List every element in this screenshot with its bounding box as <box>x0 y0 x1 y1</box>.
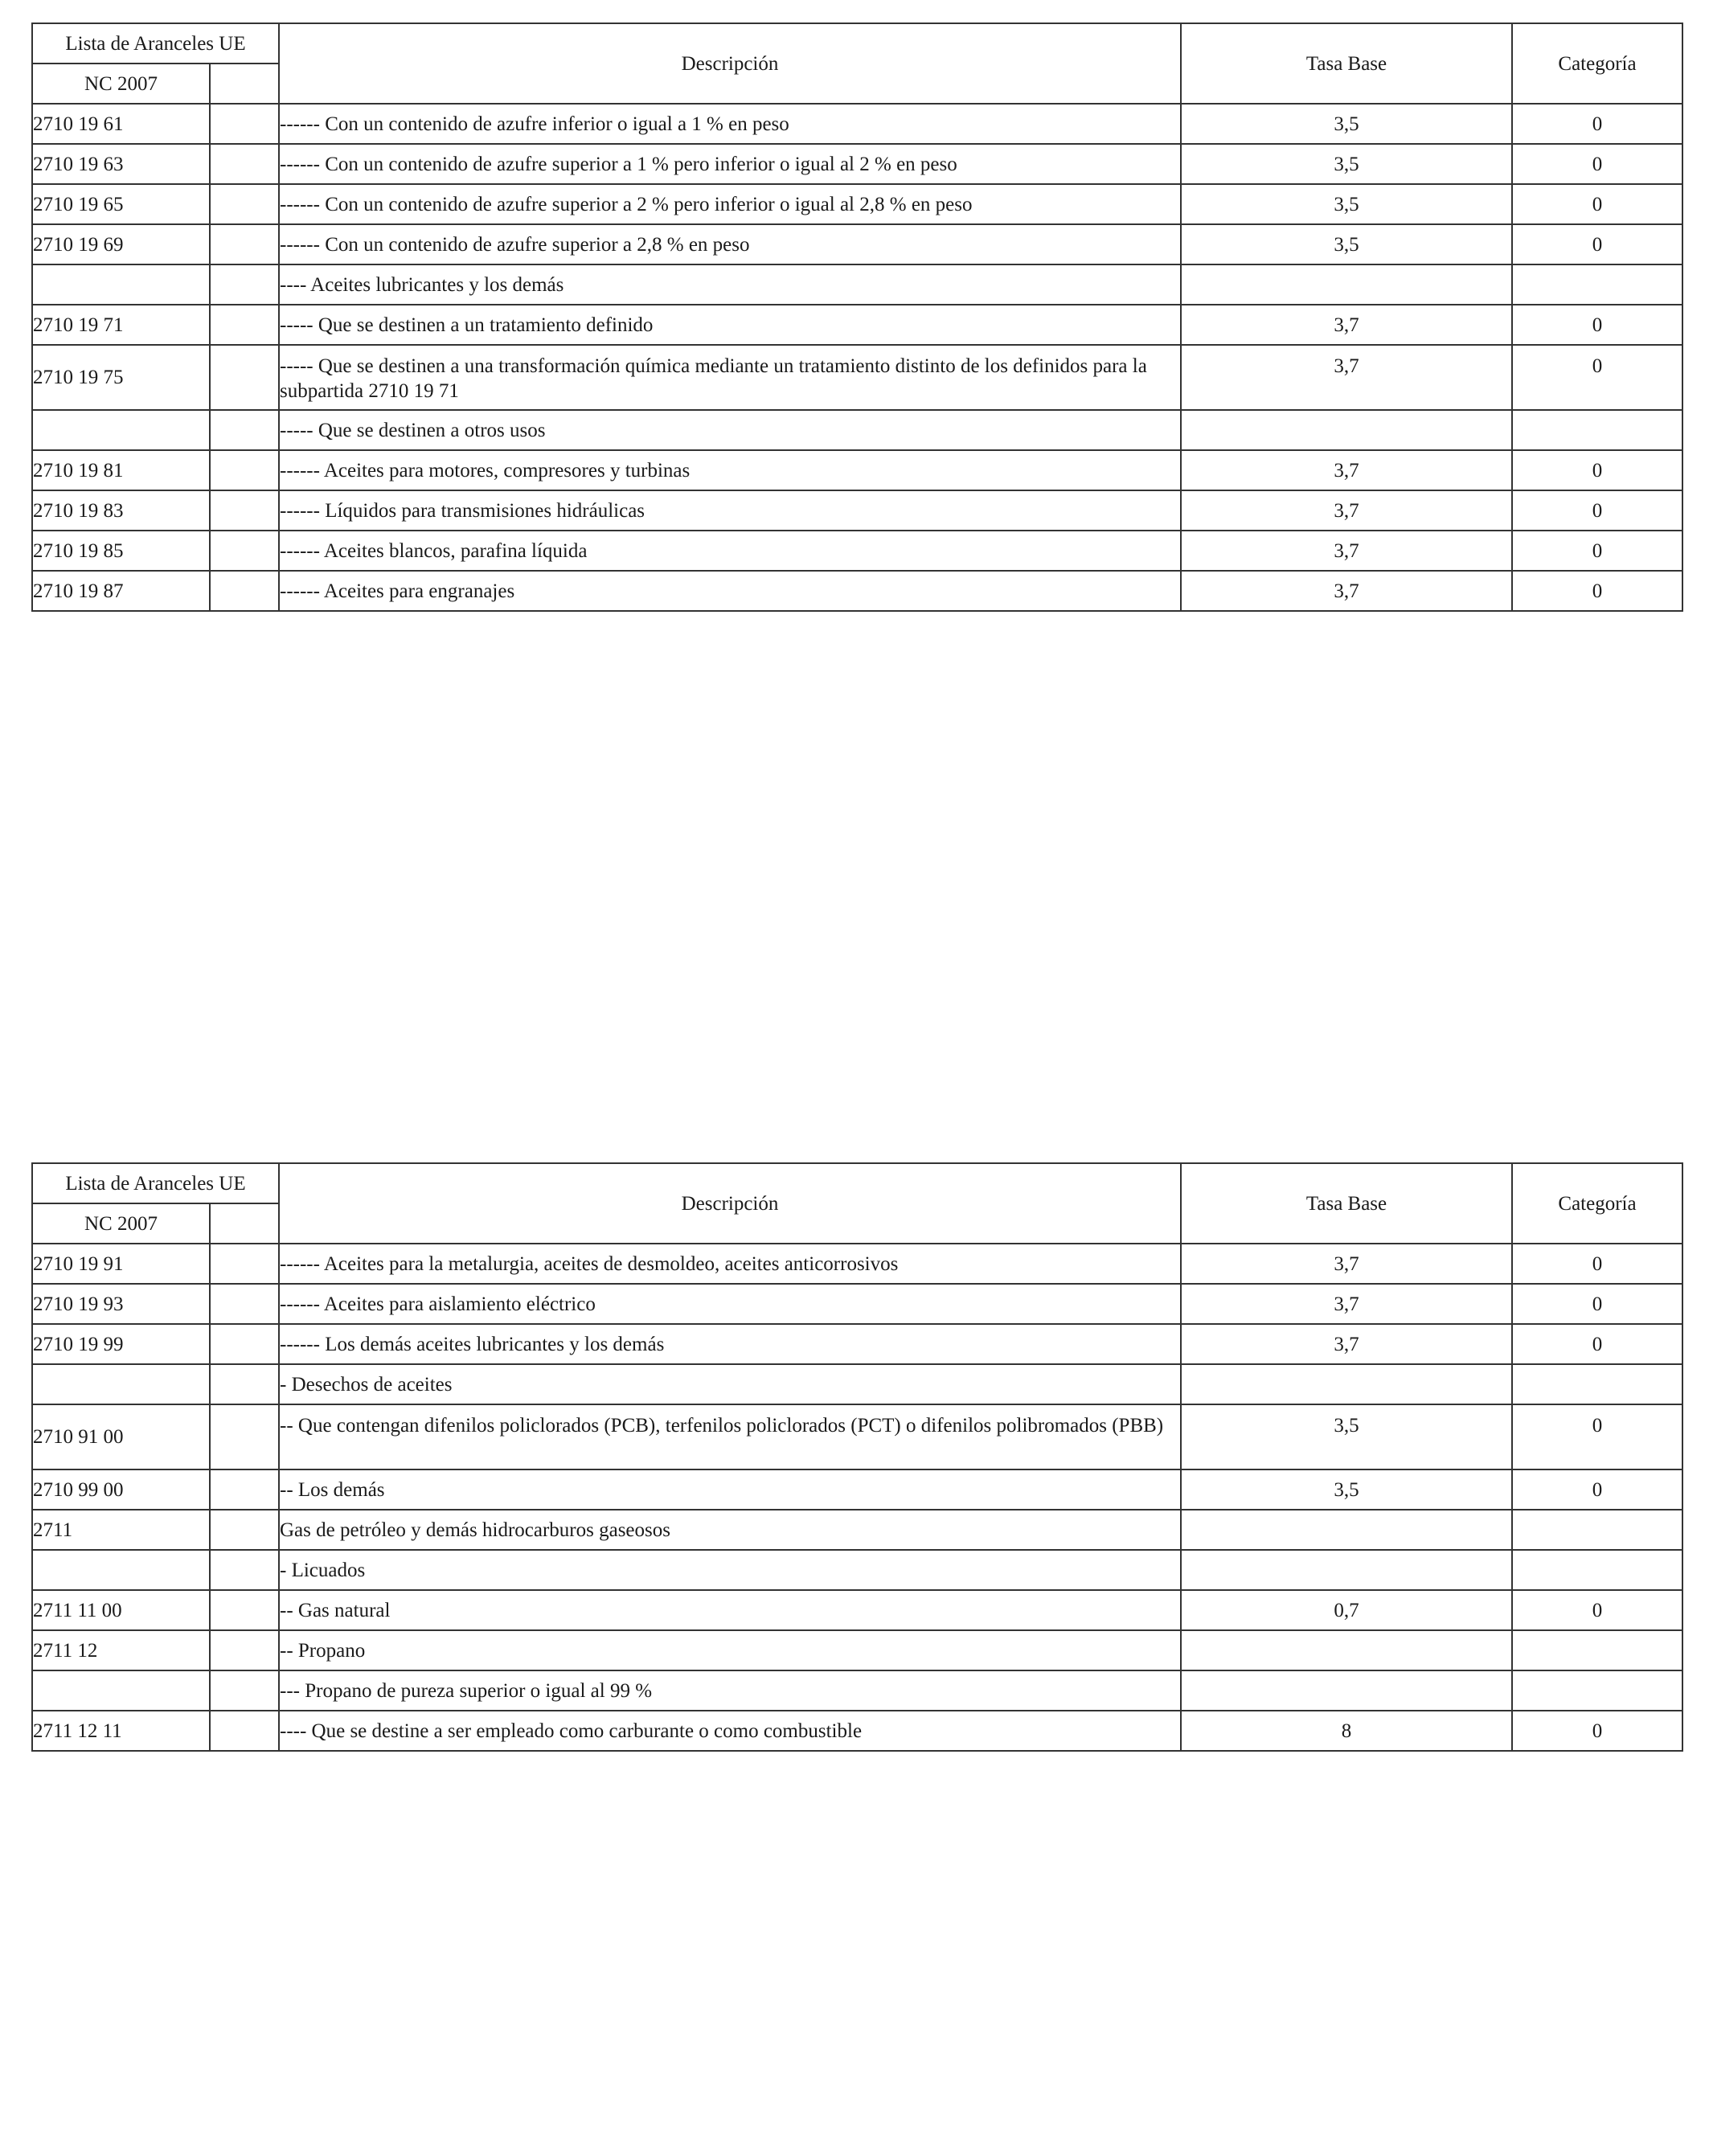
tariff-description: ------ Con un contenido de azufre superior a 2 % pero inferior o igual al 2,8 % en peso <box>279 184 1181 224</box>
tariff-code: 2710 19 69 <box>32 224 210 264</box>
header-lista-aranceles: Lista de Aranceles UE <box>32 1163 279 1203</box>
tariff-code: 2710 19 91 <box>32 1244 210 1284</box>
table-row <box>32 450 1682 490</box>
tariff-description: ------ Aceites para la metalurgia, aceites de desmoldeo, aceites anticorrosivos <box>279 1244 1181 1284</box>
tariff-base-rate: 8 <box>1181 1711 1512 1751</box>
tariff-base-rate <box>1181 1364 1512 1404</box>
tariff-description: ------ Con un contenido de azufre inferior o igual a 1 % en peso <box>279 104 1181 144</box>
tariff-category <box>1512 1670 1682 1711</box>
tariff-base-rate <box>1181 1550 1512 1590</box>
table-row <box>32 184 1682 224</box>
header-descripcion: Descripción <box>279 1163 1181 1244</box>
tariff-category <box>1512 410 1682 450</box>
tariff-blank <box>210 490 279 531</box>
tariff-base-rate: 3,7 <box>1181 571 1512 611</box>
tariff-code: 2710 19 63 <box>32 144 210 184</box>
table-row <box>32 224 1682 264</box>
tariff-blank <box>210 1469 279 1510</box>
table-row <box>32 1590 1682 1630</box>
tariff-code: 2710 19 87 <box>32 571 210 611</box>
tariff-description: -- Gas natural <box>279 1590 1181 1630</box>
tariff-category: 0 <box>1512 345 1682 410</box>
table-row <box>32 305 1682 345</box>
tariff-code: 2710 91 00 <box>32 1404 210 1469</box>
tariff-code: 2710 19 65 <box>32 184 210 224</box>
tariff-base-rate: 3,7 <box>1181 1324 1512 1364</box>
table-row <box>32 144 1682 184</box>
header-nc-blank <box>210 64 279 104</box>
tariff-category: 0 <box>1512 1324 1682 1364</box>
tariff-code: 2711 <box>32 1510 210 1550</box>
tariff-description: ------ Los demás aceites lubricantes y los demás <box>279 1324 1181 1364</box>
header-nc-2007: NC 2007 <box>32 64 210 104</box>
tariff-category: 0 <box>1512 104 1682 144</box>
table-row <box>32 571 1682 611</box>
table-row <box>32 104 1682 144</box>
tariff-blank <box>210 1364 279 1404</box>
tariff-code: 2710 19 75 <box>32 345 210 410</box>
tariff-blank <box>210 1284 279 1324</box>
tariff-description: - Desechos de aceites <box>279 1364 1181 1404</box>
tariff-code: 2711 12 11 <box>32 1711 210 1751</box>
tariff-code: 2710 19 93 <box>32 1284 210 1324</box>
tariff-base-rate: 3,7 <box>1181 1284 1512 1324</box>
tariff-blank <box>210 1324 279 1364</box>
table-row <box>32 1469 1682 1510</box>
table-row <box>32 1364 1682 1404</box>
tariff-blank <box>210 264 279 305</box>
tariff-code <box>32 410 210 450</box>
tariff-description: ------ Aceites para motores, compresores y turbinas <box>279 450 1181 490</box>
tariff-blank <box>210 410 279 450</box>
tariff-base-rate: 3,7 <box>1181 450 1512 490</box>
table-row <box>32 1324 1682 1364</box>
table-row <box>32 531 1682 571</box>
tariff-description: - Licuados <box>279 1550 1181 1590</box>
table-row <box>32 1630 1682 1670</box>
tariff-description: ------ Aceites para aislamiento eléctrico <box>279 1284 1181 1324</box>
tariff-base-rate <box>1181 1630 1512 1670</box>
tariff-category: 0 <box>1512 1590 1682 1630</box>
tariff-blank <box>210 1404 279 1469</box>
tariff-category: 0 <box>1512 490 1682 531</box>
tariff-base-rate: 0,7 <box>1181 1590 1512 1630</box>
tariff-base-rate <box>1181 1670 1512 1711</box>
tariff-category: 0 <box>1512 144 1682 184</box>
tariff-base-rate: 3,7 <box>1181 305 1512 345</box>
tariff-code: 2710 19 85 <box>32 531 210 571</box>
tariff-blank <box>210 450 279 490</box>
tariff-category: 0 <box>1512 450 1682 490</box>
tariff-blank <box>210 184 279 224</box>
tariff-code: 2710 99 00 <box>32 1469 210 1510</box>
table-row <box>32 1670 1682 1711</box>
table-row <box>32 264 1682 305</box>
tariff-blank <box>210 1244 279 1284</box>
tariff-description: ------ Aceites para engranajes <box>279 571 1181 611</box>
tariff-blank <box>210 305 279 345</box>
table-row <box>32 1550 1682 1590</box>
header-nc-blank <box>210 1203 279 1244</box>
tariff-category: 0 <box>1512 1711 1682 1751</box>
table-row <box>32 1711 1682 1751</box>
tariff-description: -- Los demás <box>279 1469 1181 1510</box>
tariff-base-rate: 3,5 <box>1181 104 1512 144</box>
tariff-description: ------ Con un contenido de azufre superior a 2,8 % en peso <box>279 224 1181 264</box>
table-row <box>32 1404 1682 1469</box>
tariff-category: 0 <box>1512 1244 1682 1284</box>
tariff-description: ----- Que se destinen a otros usos <box>279 410 1181 450</box>
tariff-base-rate: 3,5 <box>1181 1404 1512 1469</box>
tariff-description: ------ Líquidos para transmisiones hidráulicas <box>279 490 1181 531</box>
tariff-description: --- Propano de pureza superior o igual al 99 % <box>279 1670 1181 1711</box>
tariff-category: 0 <box>1512 224 1682 264</box>
tariff-blank <box>210 224 279 264</box>
tariff-description: -- Propano <box>279 1630 1181 1670</box>
tariff-description: ---- Aceites lubricantes y los demás <box>279 264 1181 305</box>
tariff-description: Gas de petróleo y demás hidrocarburos gaseosos <box>279 1510 1181 1550</box>
tariff-category: 0 <box>1512 305 1682 345</box>
tariff-code: 2711 11 00 <box>32 1590 210 1630</box>
tariff-code <box>32 264 210 305</box>
tariff-base-rate <box>1181 410 1512 450</box>
tariff-base-rate <box>1181 1510 1512 1550</box>
tariff-blank <box>210 1550 279 1590</box>
tariff-blank <box>210 1590 279 1630</box>
tariff-description: ---- Que se destine a ser empleado como carburante o como combustible <box>279 1711 1181 1751</box>
tariff-base-rate: 3,5 <box>1181 1469 1512 1510</box>
tariff-base-rate: 3,7 <box>1181 490 1512 531</box>
tariff-code: 2710 19 83 <box>32 490 210 531</box>
tariff-table-1 <box>31 23 1683 612</box>
table-row <box>32 410 1682 450</box>
tariff-category: 0 <box>1512 1404 1682 1469</box>
header-categoria: Categoría <box>1512 1163 1682 1244</box>
tariff-category <box>1512 1550 1682 1590</box>
tariff-description: ------ Con un contenido de azufre superior a 1 % pero inferior o igual al 2 % en peso <box>279 144 1181 184</box>
table-row <box>32 1284 1682 1324</box>
tariff-code: 2710 19 71 <box>32 305 210 345</box>
tariff-blank <box>210 144 279 184</box>
tariff-blank <box>210 345 279 410</box>
tariff-blank <box>210 104 279 144</box>
tariff-code <box>32 1364 210 1404</box>
tariff-base-rate: 3,5 <box>1181 224 1512 264</box>
table-row <box>32 490 1682 531</box>
tariff-category <box>1512 1364 1682 1404</box>
tariff-base-rate <box>1181 264 1512 305</box>
tariff-code <box>32 1670 210 1711</box>
header-tasa-base: Tasa Base <box>1181 23 1512 104</box>
tariff-table-2 <box>31 1162 1683 1752</box>
tariff-blank <box>210 1670 279 1711</box>
tariff-code: 2711 12 <box>32 1630 210 1670</box>
header-tasa-base: Tasa Base <box>1181 1163 1512 1244</box>
tariff-category <box>1512 1630 1682 1670</box>
tariff-category: 0 <box>1512 571 1682 611</box>
tariff-blank <box>210 1510 279 1550</box>
tariff-base-rate: 3,7 <box>1181 531 1512 571</box>
tariff-blank <box>210 571 279 611</box>
tariff-base-rate: 3,5 <box>1181 144 1512 184</box>
table-row <box>32 345 1682 410</box>
tariff-category: 0 <box>1512 1469 1682 1510</box>
tariff-code: 2710 19 81 <box>32 450 210 490</box>
tariff-code: 2710 19 99 <box>32 1324 210 1364</box>
tariff-category: 0 <box>1512 531 1682 571</box>
header-descripcion: Descripción <box>279 23 1181 104</box>
tariff-base-rate: 3,7 <box>1181 1244 1512 1284</box>
tariff-description: ------ Aceites blancos, parafina líquida <box>279 531 1181 571</box>
tariff-blank <box>210 531 279 571</box>
tariff-category: 0 <box>1512 1284 1682 1324</box>
tariff-blank <box>210 1711 279 1751</box>
tariff-base-rate: 3,5 <box>1181 184 1512 224</box>
tariff-category: 0 <box>1512 184 1682 224</box>
tariff-code: 2710 19 61 <box>32 104 210 144</box>
table-row <box>32 1244 1682 1284</box>
tariff-code <box>32 1550 210 1590</box>
tariff-description: ----- Que se destinen a un tratamiento definido <box>279 305 1181 345</box>
header-lista-aranceles: Lista de Aranceles UE <box>32 23 279 64</box>
tariff-category <box>1512 1510 1682 1550</box>
header-categoria: Categoría <box>1512 23 1682 104</box>
tariff-base-rate: 3,7 <box>1181 345 1512 410</box>
table-row <box>32 1510 1682 1550</box>
tariff-description: ----- Que se destinen a una transformación química mediante un tratamiento distinto de los definidos para la subpartida 2710 19 71 <box>279 345 1181 410</box>
tariff-description: -- Que contengan difenilos policlorados (PCB), terfenilos policlorados (PCT) o difenilos polibromados (PBB) <box>279 1404 1181 1469</box>
tariff-blank <box>210 1630 279 1670</box>
header-nc-2007: NC 2007 <box>32 1203 210 1244</box>
tariff-category <box>1512 264 1682 305</box>
